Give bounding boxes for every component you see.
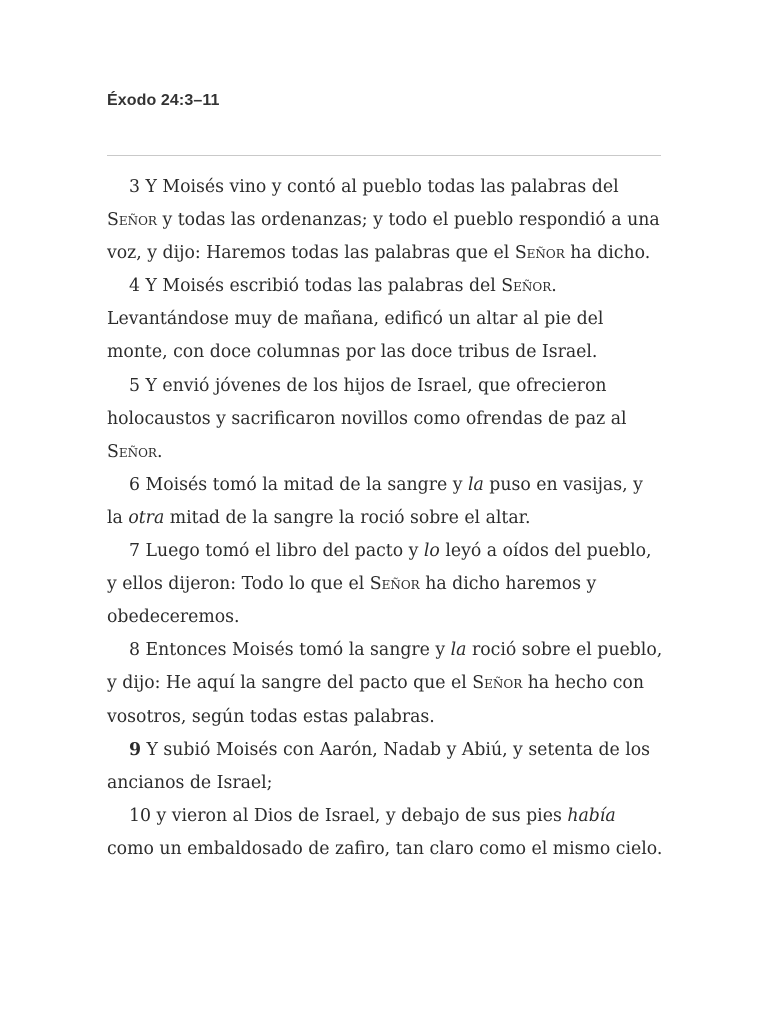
verse-text: ha dicho haremos y obedeceremos. (107, 574, 597, 628)
verse-6 (107, 469, 663, 535)
supplied-word: había (567, 805, 616, 826)
passage-text (107, 171, 663, 866)
verse-text: como un embaldosado de zafiro, tan claro como el mismo cielo. (107, 838, 663, 859)
verse-number: 5 (129, 375, 140, 396)
verse-number: 6 (129, 474, 140, 495)
verse-text: . (156, 441, 163, 462)
verse-9 (107, 734, 663, 800)
verse-4 (107, 270, 663, 369)
verse-3 (107, 171, 663, 270)
verse-text: y vieron al Dios de Israel, y debajo de sus pies (156, 805, 568, 826)
verse-number: 3 (129, 177, 140, 197)
verse-text: ha hecho con vosotros, según todas estas palabras. (107, 673, 644, 727)
supplied-word: la (467, 474, 484, 495)
verse-number: 4 (129, 276, 140, 297)
supplied-word: lo (423, 541, 440, 562)
verse-8 (107, 634, 663, 733)
verse-text: Entonces Moisés tomó la sangre y (145, 640, 451, 661)
lord-name: Señor (501, 276, 552, 297)
verse-7 (107, 535, 663, 634)
verse-text: Y subió Moisés con Aarón, Nadab y Abiú, y setenta de los ancianos de Israel; (107, 739, 651, 793)
lord-name: Señor (369, 574, 420, 595)
verse-text: Y envió jóvenes de los hijos de Israel, que ofrecieron holocaustos y sacrificaron novillos como ofrendas de paz al (107, 375, 627, 429)
verse-number: 7 (129, 541, 140, 562)
verse-text: Y Moisés vino y contó al pueblo todas las palabras del (145, 177, 619, 197)
verse-text: mitad de la sangre la roció sobre el altar. (164, 507, 531, 528)
verse-number: 9 (129, 739, 142, 760)
title-divider (107, 155, 661, 156)
verse-number: 8 (129, 640, 140, 661)
verse-text: roció sobre el pueblo, y dijo: He aquí la sangre del pacto que el (107, 640, 663, 694)
verse-text: leyó a oídos del pueblo, y ellos dijeron: Todo lo que el (107, 541, 652, 595)
verse-text: Luego tomó el libro del pacto y (145, 541, 424, 562)
verse-5 (107, 370, 663, 469)
lord-name: Señor (472, 673, 523, 694)
lord-name: Señor (514, 243, 565, 264)
verse-number: 10 (129, 805, 151, 826)
passage-title: Éxodo 24:3–11 (107, 92, 220, 109)
lord-name: Señor (107, 210, 157, 231)
verse-text: y todas las ordenanzas; y todo el pueblo respondió a una voz, y dijo: Haremos todas las palabras que el (107, 210, 660, 264)
supplied-word: la (450, 640, 467, 661)
lord-name: Señor (107, 441, 157, 462)
verse-text: . Levantándose muy de mañana, edificó un altar al pie del monte, con doce columnas por las doce tribus de Israel. (107, 276, 604, 363)
verse-text: ha dicho. (564, 243, 651, 264)
verse-text: Moisés tomó la mitad de la sangre y (145, 474, 468, 495)
supplied-word: otra (128, 507, 165, 528)
verse-text: Y Moisés escribió todas las palabras del (145, 276, 502, 297)
verse-text: puso en vasijas, y la (107, 474, 643, 528)
verse-10 (107, 800, 663, 866)
